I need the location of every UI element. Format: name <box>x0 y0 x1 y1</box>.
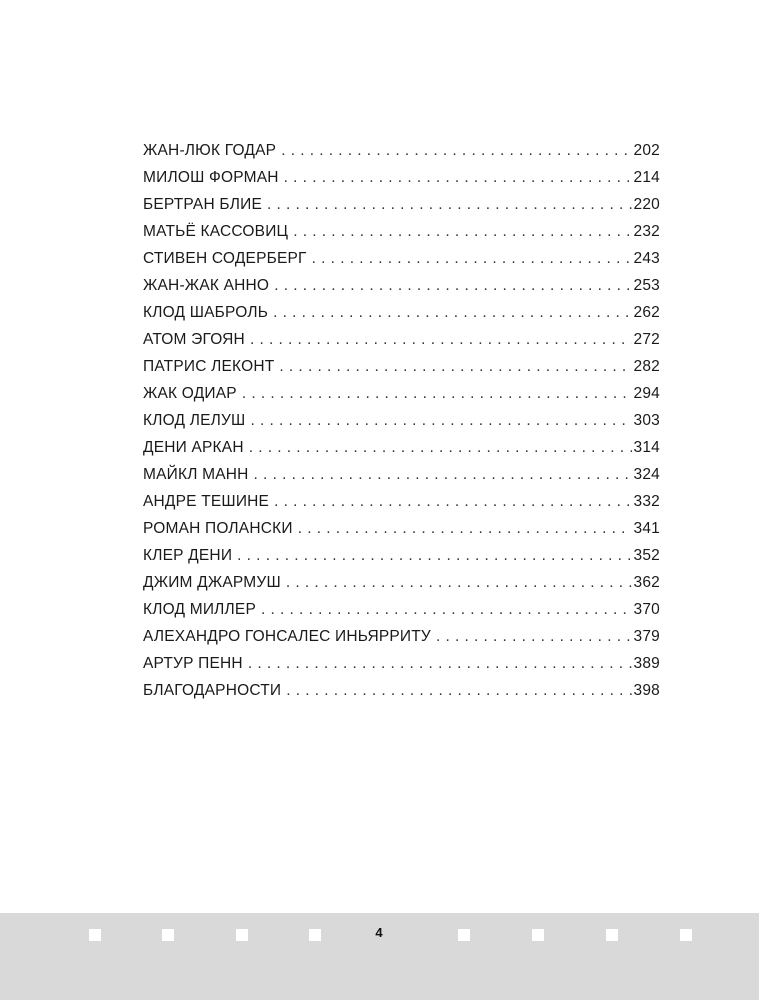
dot-leader <box>274 272 631 299</box>
dot-leader <box>273 299 631 326</box>
toc-entry <box>143 245 660 272</box>
toc-entry <box>143 461 660 488</box>
dot-leader <box>250 407 631 434</box>
toc-entry-page: 389 <box>633 655 660 672</box>
dot-leader <box>254 461 632 488</box>
toc-entry <box>143 596 660 623</box>
toc-entry-title: БЛАГОДАРНОСТИ <box>143 682 282 699</box>
toc-entry-title: СТИВЕН СОДЕРБЕРГ <box>143 250 307 267</box>
toc-entry-title: ЖАК ОДИАР <box>143 385 237 402</box>
dot-leader <box>286 677 631 704</box>
toc-entry <box>143 650 660 677</box>
toc-entry-page: 214 <box>633 169 660 186</box>
toc-entry-title: ЖАН-ЛЮК ГОДАР <box>143 142 277 159</box>
toc-entry <box>143 623 660 650</box>
toc-entry-page: 324 <box>633 466 660 483</box>
toc-entry-title: ПАТРИС ЛЕКОНТ <box>143 358 275 375</box>
toc-entry <box>143 542 660 569</box>
toc-entry <box>143 380 660 407</box>
footer-square-mark <box>89 929 101 941</box>
footer-square-mark <box>309 929 321 941</box>
toc-entry <box>143 353 660 380</box>
toc-entry-title: МИЛОШ ФОРМАН <box>143 169 279 186</box>
footer-square-mark <box>606 929 618 941</box>
toc-entry-page: 303 <box>633 412 660 429</box>
dot-leader <box>284 164 632 191</box>
toc-entry-page: 314 <box>633 439 660 456</box>
toc-entry <box>143 218 660 245</box>
toc-entry-title: КЛОД МИЛЛЕР <box>143 601 256 618</box>
toc-entry-title: КЛОД ШАБРОЛЬ <box>143 304 269 321</box>
footer-square-mark <box>680 929 692 941</box>
footer-square-mark <box>532 929 544 941</box>
toc-entry-title: АРТУР ПЕНН <box>143 655 243 672</box>
dot-leader <box>242 380 632 407</box>
toc-entry-title: МАТЬЁ КАССОВИЦ <box>143 223 289 240</box>
footer-square-mark <box>458 929 470 941</box>
toc-entry <box>143 299 660 326</box>
toc-entry-page: 379 <box>633 628 660 645</box>
footer-square-mark <box>162 929 174 941</box>
toc-entry <box>143 569 660 596</box>
toc-entry-page: 272 <box>633 331 660 348</box>
dot-leader <box>286 569 632 596</box>
toc-entry-page: 294 <box>633 385 660 402</box>
page-number: 4 <box>375 925 383 940</box>
toc-entry <box>143 326 660 353</box>
toc-entry-page: 243 <box>633 250 660 267</box>
toc-entry-page: 202 <box>633 142 660 159</box>
dot-leader <box>249 434 632 461</box>
toc-entry <box>143 407 660 434</box>
toc-entry-page: 332 <box>633 493 660 510</box>
toc-entry-page: 370 <box>633 601 660 618</box>
dot-leader <box>261 596 632 623</box>
dot-leader <box>293 218 631 245</box>
dot-leader <box>281 137 631 164</box>
toc-entry-title: ДЕНИ АРКАН <box>143 439 244 456</box>
dot-leader <box>274 488 631 515</box>
toc-entry-page: 362 <box>633 574 660 591</box>
toc-entry <box>143 515 660 542</box>
dot-leader <box>298 515 632 542</box>
dot-leader <box>267 191 632 218</box>
dot-leader <box>237 542 631 569</box>
toc-entry-page: 398 <box>633 682 660 699</box>
toc-entry <box>143 191 660 218</box>
toc-entry-title: АНДРЕ ТЕШИНЕ <box>143 493 270 510</box>
toc-entry-page: 352 <box>633 547 660 564</box>
toc-entry-page: 262 <box>633 304 660 321</box>
toc-entry-title: АТОМ ЭГОЯН <box>143 331 245 348</box>
toc-entry-title: ДЖИМ ДЖАРМУШ <box>143 574 281 591</box>
dot-leader <box>248 650 632 677</box>
toc-entry-title: КЛОД ЛЕЛУШ <box>143 412 246 429</box>
dot-leader <box>279 353 631 380</box>
toc-entry <box>143 434 660 461</box>
toc-entry-page: 282 <box>633 358 660 375</box>
toc-entry-page: 253 <box>633 277 660 294</box>
table-of-contents <box>143 137 660 704</box>
dot-leader <box>250 326 632 353</box>
toc-entry-title: РОМАН ПОЛАНСКИ <box>143 520 293 537</box>
toc-entry <box>143 164 660 191</box>
toc-entry-title: КЛЕР ДЕНИ <box>143 547 233 564</box>
toc-entry-page: 341 <box>633 520 660 537</box>
toc-entry-title: ЖАН-ЖАК АННО <box>143 277 270 294</box>
toc-entry <box>143 488 660 515</box>
toc-entry-title: АЛЕХАНДРО ГОНСАЛЕС ИНЬЯРРИТУ <box>143 628 431 645</box>
toc-entry-page: 232 <box>633 223 660 240</box>
toc-entry-title: БЕРТРАН БЛИЕ <box>143 196 262 213</box>
toc-entry-title: МАЙКЛ МАНН <box>143 466 249 483</box>
dot-leader <box>312 245 632 272</box>
toc-entry <box>143 272 660 299</box>
toc-entry <box>143 677 660 704</box>
toc-entry <box>143 137 660 164</box>
toc-entry-page: 220 <box>633 196 660 213</box>
dot-leader <box>436 623 632 650</box>
footer-square-mark <box>236 929 248 941</box>
